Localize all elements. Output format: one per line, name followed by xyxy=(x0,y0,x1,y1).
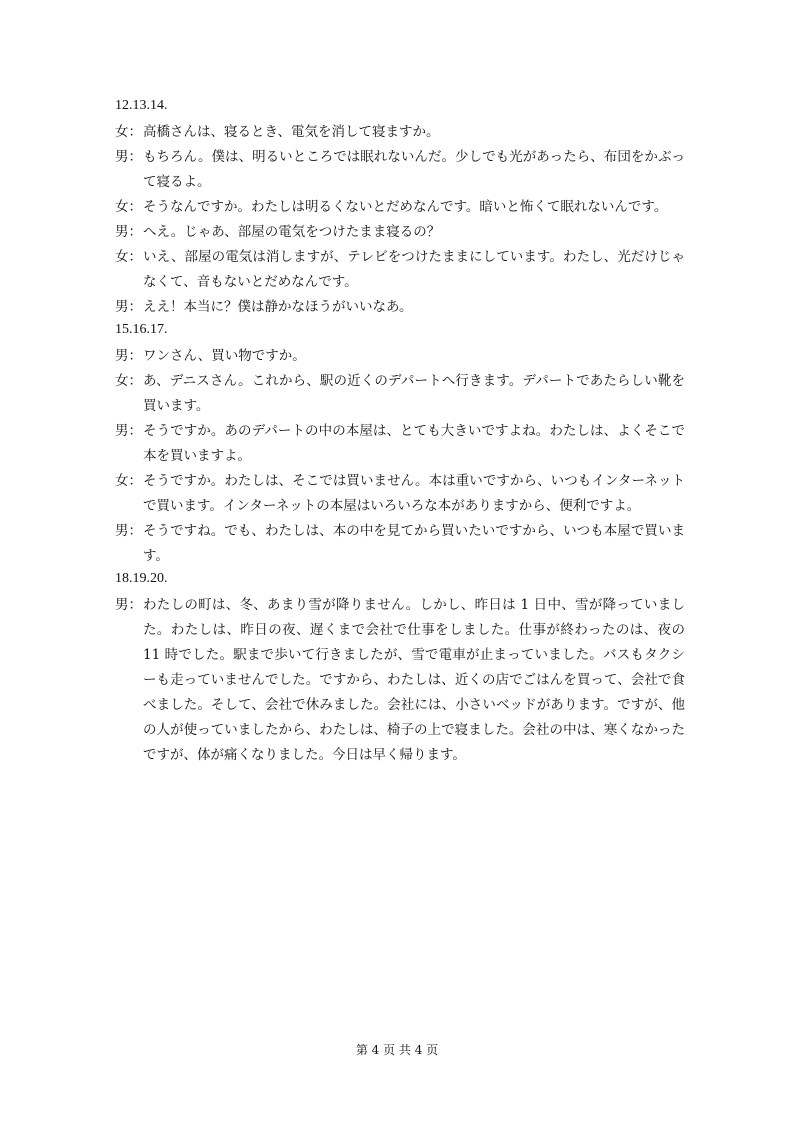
dialogue-text: もちろん。僕は、明るいところでは眠れないんだ。少しでも光があったら、布団をかぶって寝るよ。 xyxy=(143,149,685,190)
section-header: 15.16.17. xyxy=(115,322,168,337)
dialogue-text: そうですか。あのデパートの中の本屋は、とても大きいですよね。わたしは、よくそこで本を買いますよ。 xyxy=(143,423,685,464)
speaker-label: 男： xyxy=(115,299,142,315)
speaker-label: 女： xyxy=(115,124,142,140)
dialogue-line xyxy=(115,593,685,768)
dialogue-text: ワンさん、買い物ですか。 xyxy=(143,348,306,364)
dialogue-line xyxy=(115,120,685,145)
dialogue-line xyxy=(115,344,685,369)
monologue-text: わたしの町は、冬、あまり雪が降りません。しかし、昨日は 1 日中、雪が降っていました。わたしは、昨日の夜、遅くまで会社で仕事をしました。仕事が終わったのは、夜の 11 時でした。駅まで歩いて行きましたが、雪で電車が止まっていました。バスもタクシーも走っていませんでした。ですから、わたしは、近くの店でごはんを買って、会社で食べました。そして、会社で休みました。会社には、小さいベッドがあります。ですが、他の人が使っていましたから、わたしは、椅子の上で寝ました。会社の中は、寒くなかったですが、体が痛くなりました。今日は早く帰ります。 xyxy=(143,597,685,763)
page-footer: 第 4 页 共 4 页 xyxy=(355,1043,439,1057)
dialogue-line xyxy=(115,145,685,195)
section-header: 12.13.14. xyxy=(115,98,168,113)
dialogue-text: あ、デニスさん。これから、駅の近くのデパートへ行きます。デパートであたらしい靴を買います。 xyxy=(143,373,685,414)
dialogue-text: いえ、部屋の電気は消しますが、テレビをつけたままにしています。わたし、光だけじゃなくて、音もないとだめなんです。 xyxy=(143,249,685,290)
speaker-label: 女： xyxy=(115,199,142,215)
speaker-label: 男： xyxy=(115,423,142,439)
speaker-label: 女： xyxy=(115,473,142,489)
document-body xyxy=(115,96,685,768)
dialogue-line xyxy=(115,419,685,469)
section-header: 18.19.20. xyxy=(115,571,168,586)
dialogue-line xyxy=(115,195,685,220)
speaker-label: 女： xyxy=(115,373,142,389)
dialogue-text: そうですね。でも、わたしは、本の中を見てから買いたいですから、いつも本屋で買います。 xyxy=(143,523,685,564)
dialogue-line xyxy=(115,295,685,320)
dialogue-line xyxy=(115,469,685,519)
speaker-label: 女： xyxy=(115,249,142,265)
dialogue-text: へえ。じゃあ、部屋の電気をつけたまま寝るの？ xyxy=(143,224,441,240)
speaker-label: 男： xyxy=(115,597,142,613)
section-18-20 xyxy=(115,569,685,768)
dialogue-line xyxy=(115,369,685,419)
speaker-label: 男： xyxy=(115,523,142,539)
dialogue-text: そうですか。わたしは、そこでは買いません。本は重いですから、いつもインターネットで買います。インターネットの本屋はいろいろな本がありますから、便利ですよ。 xyxy=(143,473,685,514)
speaker-label: 男： xyxy=(115,348,142,364)
section-12-14 xyxy=(115,96,685,320)
speaker-label: 男： xyxy=(115,224,142,240)
section-15-17 xyxy=(115,320,685,569)
dialogue-line xyxy=(115,519,685,569)
dialogue-line xyxy=(115,245,685,295)
dialogue-line xyxy=(115,220,685,245)
dialogue-text: そうなんですか。わたしは明るくないとだめなんです。暗いと怖くて眠れないんです。 xyxy=(143,199,668,215)
dialogue-text: 高橋さんは、寝るとき、電気を消して寝ますか。 xyxy=(143,124,440,140)
dialogue-text: ええ！本当に？僕は静かなほうがいいなあ。 xyxy=(143,299,413,315)
speaker-label: 男： xyxy=(115,149,142,165)
